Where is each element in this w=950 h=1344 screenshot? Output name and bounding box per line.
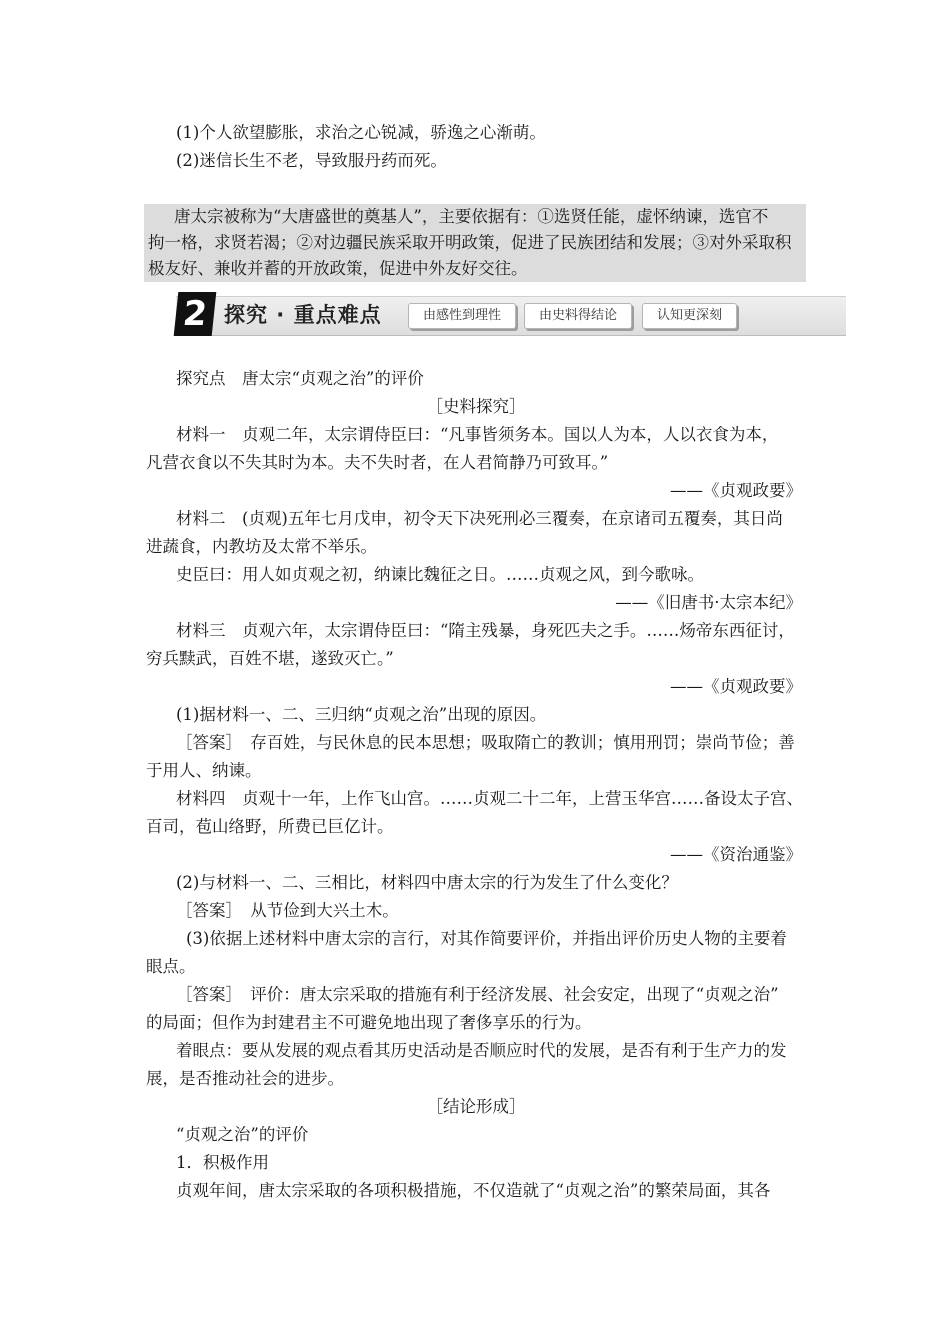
answer-3-line-3: 着眼点：要从发展的观点看其历史活动是否顺应时代的发展，是否有利于生产力的发 — [176, 1041, 787, 1060]
intro-item-1: (1)个人欲望膨胀，求治之心锐减，骄逸之心渐萌。 — [176, 123, 546, 142]
answer-1-line-1: ［答案］ 存百姓，与民休息的民本思想；吸取隋亡的教训；慎用刑罚；崇尚节俭；善 — [176, 733, 795, 752]
intro-item-2: (2)迷信长生不老，导致服丹药而死。 — [176, 151, 447, 170]
section-banner — [176, 296, 846, 334]
answer-1-line-2: 于用人、纳谏。 — [146, 761, 262, 780]
summary-line-3: 极友好、兼收并蓄的开放政策，促进中外友好交往。 — [148, 259, 528, 278]
material-2-line-1: 材料二 (贞观)五年七月戊申，初令天下决死刑必三覆奏，在京诸司五覆奏，其日尚 — [176, 509, 783, 528]
tag-pill-1: 由感性到理性 — [408, 303, 516, 329]
section-number: 2 — [174, 292, 217, 336]
question-1: (1)据材料一、二、三归纳“贞观之治”出现的原因。 — [176, 705, 547, 724]
section-label-conclusion: ［结论形成］ — [426, 1097, 526, 1116]
material-2-source: ——《旧唐书·太宗本纪》 — [615, 593, 802, 612]
section-title: 探究 · 重点难点 — [224, 303, 382, 327]
question-3-line-2: 眼点。 — [146, 957, 196, 976]
summary-box — [144, 204, 806, 282]
conclusion-paragraph-line-1: 贞观年间，唐太宗采取的各项积极措施，不仅造就了“贞观之治”的繁荣局面，其各 — [176, 1181, 771, 1200]
conclusion-point-1: 1．积极作用 — [176, 1153, 269, 1172]
material-4-source: ——《资治通鉴》 — [670, 845, 802, 864]
material-1-line-2: 凡营衣食以不失其时为本。夫不失时者，在人君简静乃可致耳。” — [146, 453, 609, 472]
tag-pill-3: 认知更深刻 — [642, 303, 737, 329]
summary-line-2: 拘一格，求贤若渴；②对边疆民族采取开明政策，促进了民族团结和发展；③对外采取积 — [148, 233, 792, 252]
question-2: (2)与材料一、二、三相比，材料四中唐太宗的行为发生了什么变化？ — [176, 873, 678, 892]
answer-3-line-2: 的局面；但作为封建君主不可避免地出现了奢侈享乐的行为。 — [146, 1013, 592, 1032]
question-3-line-1: (3)依据上述材料中唐太宗的言行，对其作简要评价，并指出评价历史人物的主要着 — [186, 929, 787, 948]
material-4-line-2: 百司，苞山络野，所费已巨亿计。 — [146, 817, 394, 836]
tag-pill-2: 由史料得结论 — [524, 303, 632, 329]
summary-line-1: 唐太宗被称为“大唐盛世的奠基人”，主要依据有：①选贤任能，虚怀纳谏，选官不 — [174, 207, 769, 226]
material-3-line-2: 穷兵黩武，百姓不堪，遂致灭亡。” — [146, 649, 394, 668]
answer-3-line-1: ［答案］ 评价：唐太宗采取的措施有利于经济发展、社会安定，出现了“贞观之治” — [176, 985, 779, 1004]
conclusion-title: “贞观之治”的评价 — [176, 1125, 309, 1144]
material-4-line-1: 材料四 贞观十一年，上作飞山宫。……贞观二十二年，上营玉华宫……备设太子宫、 — [176, 789, 803, 808]
material-1-line-1: 材料一 贞观二年，太宗谓侍臣曰：“凡事皆须务本。国以人为本，人以衣食为本， — [176, 425, 779, 444]
section-label-material: ［史料探究］ — [426, 397, 526, 416]
answer-2: ［答案］ 从节俭到大兴土木。 — [176, 901, 399, 920]
material-2-line-2: 进蔬食，内教坊及太常不举乐。 — [146, 537, 377, 556]
answer-3-line-4: 展，是否推动社会的进步。 — [146, 1069, 344, 1088]
material-2-line-3: 史臣曰：用人如贞观之初，纳谏比魏征之日。……贞观之风，到今歌咏。 — [176, 565, 704, 584]
material-1-source: ——《贞观政要》 — [670, 481, 802, 500]
material-3-line-1: 材料三 贞观六年，太宗谓侍臣曰：“隋主残暴，身死匹夫之手。……炀帝东西征讨， — [176, 621, 795, 640]
inquiry-heading: 探究点 唐太宗“贞观之治”的评价 — [176, 369, 424, 388]
material-3-source: ——《贞观政要》 — [670, 677, 802, 696]
